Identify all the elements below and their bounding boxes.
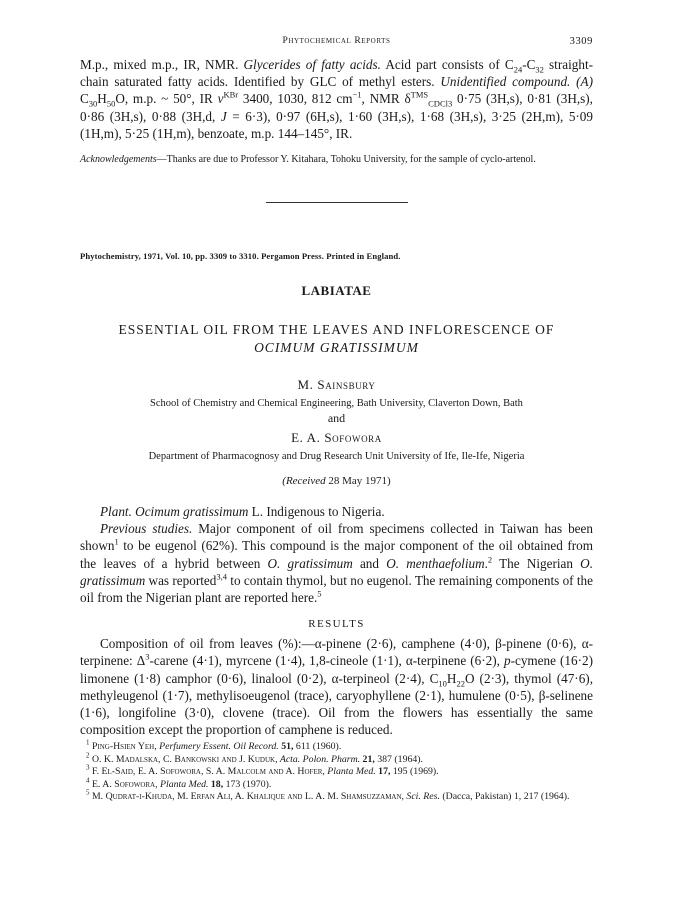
author-conjunction: and (327, 411, 346, 426)
page-number: 3309 (569, 36, 593, 47)
journal-citation-line: Phytochemistry, 1971, Vol. 10, pp. 3309 to 3310. Pergamon Press. Printed in England. (80, 251, 401, 262)
acknowledgements-text: —Thanks are due to Professor Y. Kitahara, Tohoku University, for the sample of cyclo-artenol. (156, 154, 536, 166)
section-divider (266, 202, 408, 203)
plant-paragraph: Plant. Ocimum gratissimum L. Indigenous to Nigeria. (100, 504, 385, 520)
received-date: (Received 28 May 1971) (282, 475, 391, 488)
article-title (80, 321, 593, 357)
results-heading: RESULTS (308, 618, 365, 631)
previous-article-continuation: M.p., mixed m.p., IR, NMR. Glycerides of fatty acids. Acid part consists of $C_{24}-C_{32}$ straight-chain saturated fatty acids. Identified by GLC of methyl esters. Unidentified compound. (A) $C_{30}H_{50}O$, m.p. ~ 50°, IR $\nu^{KBr}$ 3400, 1030, 812 $cm^{-1}$, NMR $\delta^{TMS}_{CDCl3}$ 0·75 (3H,s), 0·81 (3H,s), 0·86 (3H,s), 0·88 (3H,d, J = 6·3), 0·97 (6H,s), 1·60 (3H,s), 1·68 (3H,s), 3·25 (2H,m), 5·09 (1H,m), 5·25 (1H,m), benzoate, m.p. 144–145°, IR. (80, 57, 593, 141)
reference-item: $^1$ Ping-Hsien Yeh, Perfumery Essent. Oil Record. 51, 611 (1960). (86, 739, 342, 753)
reference-item: $^3$ F. El-Said, E. A. Sofowora, S. A. Malcolm and A. Hofer, Planta Med. 17, 195 (1969). (86, 764, 439, 778)
affiliation-second: Department of Pharmacognosy and Drug Research Unit University of Ife, Ile-Ife, Nigeria (148, 451, 525, 463)
reference-item: $^5$ M. Qudrat-i-Khuda, M. Erfan Ali, A. Khalique and L. A. M. Shamsuzzaman, Sci. Res. (Dacca, Pakistan) 1, 217 (1964). (86, 788, 570, 803)
reference-item: $^2$ O. K. Madalska, C. Bankowski and J. Kuduk, Acta. Polon. Pharm. 21, 387 (1964). (86, 751, 423, 765)
author-second: E. A. Sofowora (291, 430, 382, 446)
article-title-line1: ESSENTIAL OIL FROM THE LEAVES AND INFLORESCENCE OF (118, 322, 555, 338)
author-first: M. Sainsbury (297, 377, 376, 393)
acknowledgements-label: Acknowledgements (80, 154, 157, 166)
running-head-title: Phytochemical Reports (282, 36, 391, 46)
results-paragraph: Composition of oil from leaves (%):—α-pinene (2·6), camphene (4·0), β-pinene (0·6), α-terpinene: $\Delta^3$-carene (4·1), myrcene (1·4), 1,8-cineole (1·1), α-terpinene (6·2), p-cymene (16·2) limonene (1·8) camphor (0·6), linalool (0·2), α-terpineol (2·4), $C_{10}H_{22}O$ (2·3), thymol (47·6), methyleugenol (1·7), methylisoeugenol (trace), caryophyllene (2·1), humulene (0·5), β-selinene (1·6), longifoline (3·0), clovene (trace). Oil from the flowers has essentially the same composition except the proportion of camphene is reduced. (80, 636, 593, 738)
previous-studies-paragraph: Previous studies. Major component of oil from specimens collected in Taiwan has been shown$^1$ to be eugenol (62%). This compound is the major component of the oil obtained from the leaves of a hybrid between O. gratissimum and O. menthaefolium.$^2$ The Nigerian O. gratissimum was reported$^{3,4}$ to contain thymol, but no eugenol. The remaining components of the oil from the Nigerian plant are reported here.$^5$ (80, 521, 594, 606)
running-head (80, 36, 593, 56)
references-list (80, 741, 593, 803)
affiliation-first: School of Chemistry and Chemical Engineering, Bath University, Claverton Down, Bath (150, 398, 523, 410)
reference-item: $^4$ E. A. Sofowora, Planta Med. 18, 173 (1970). (86, 776, 272, 790)
plant-family-heading: LABIATAE (301, 283, 372, 299)
article-title-line2: OCIMUM GRATISSIMUM (254, 340, 419, 356)
acknowledgements (80, 153, 593, 166)
